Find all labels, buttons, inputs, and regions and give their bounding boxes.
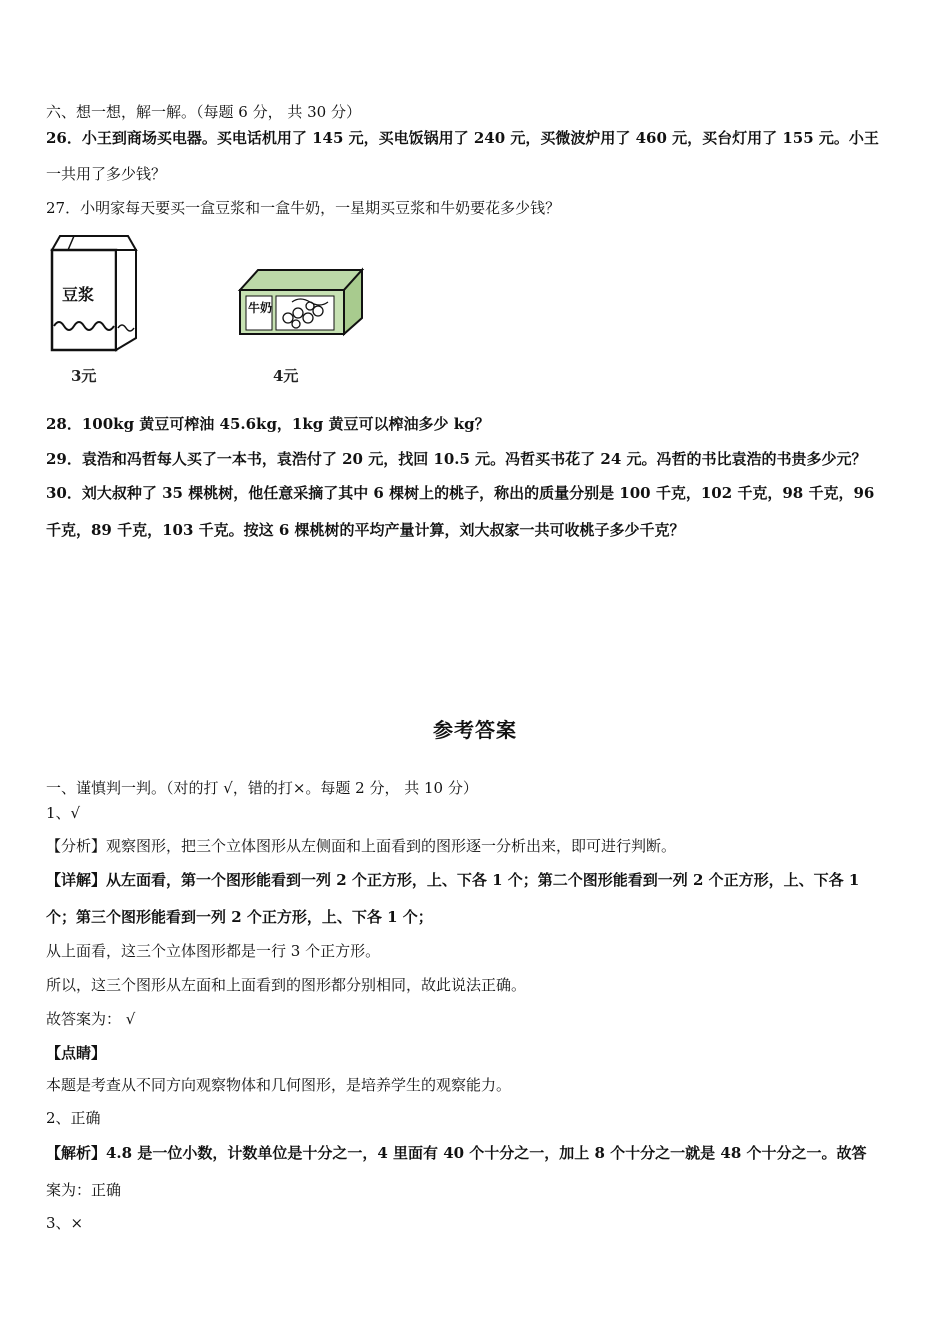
answer-1-detail-line2: 个；第三个图形能看到一列 2 个正方形，上、下各 1 个； <box>46 908 433 926</box>
question-28: 28．100kg 黄豆可榨油 45.6kg，1kg 黄豆可以榨油多少 kg？ <box>46 415 490 433</box>
answer-1: 1、√ <box>46 804 81 822</box>
answer-1-detail-line4: 所以，这三个图形从左面和上面看到的图形都分别相同，故此说法正确。 <box>46 976 527 994</box>
answer-1-tip-label: 【点睛】 <box>46 1044 107 1062</box>
question-27: 27．小明家每天要买一盒豆浆和一盒牛奶，一星期买豆浆和牛奶要花多少钱？ <box>46 199 561 217</box>
answer-3: 3、× <box>46 1214 84 1232</box>
answer-1-detail-line3: 从上面看，这三个立体图形都是一行 3 个正方形。 <box>46 942 381 960</box>
question-26-line1: 26．小王到商场买电器。买电话机用了 145 元，买电饭锅用了 240 元，买微波炉用了 460 元，买台灯用了 155 元。小王 <box>46 129 879 147</box>
answer-1-final: 故答案为： √ <box>46 1010 136 1028</box>
soymilk-carton-image <box>44 228 144 356</box>
answer-2-analysis-line2: 案为：正确 <box>46 1181 122 1199</box>
answer-2: 2、正确 <box>46 1109 101 1127</box>
answers-title: 参考答案 <box>433 718 517 742</box>
answer-1-analysis: 【分析】观察图形，把三个立体图形从左侧面和上面看到的图形逐一分析出来，即可进行判断。 <box>46 837 677 855</box>
question-30-line2: 千克，89 千克，103 千克。按这 6 棵桃树的平均产量计算，刘大叔家一共可收桃子多少千克？ <box>46 521 685 539</box>
question-29: 29．袁浩和冯哲每人买了一本书，袁浩付了 20 元，找回 10.5 元。冯哲买书花了 24 元。冯哲的书比袁浩的书贵多少元？ <box>46 450 867 468</box>
question-30-line1: 30．刘大叔种了 35 棵桃树，他任意采摘了其中 6 棵树上的桃子，称出的质量分别是 100 千克，102 千克，98 千克，96 <box>46 484 875 502</box>
answer-1-tip: 本题是考查从不同方向观察物体和几何图形，是培养学生的观察能力。 <box>46 1076 512 1094</box>
question-26-line2: 一共用了多少钱？ <box>46 165 167 183</box>
soymilk-price: 3元 <box>71 367 97 385</box>
milk-box-image <box>236 266 366 338</box>
milk-price: 4元 <box>273 367 299 385</box>
answer-2-analysis-line1: 【解析】4.8 是一位小数，计数单位是十分之一，4 里面有 40 个十分之一，加上 8 个十分之一就是 48 个十分之一。故答 <box>46 1144 867 1162</box>
section-heading: 六、想一想，解一解。（每题 6 分， 共 30 分） <box>46 103 361 121</box>
answer-1-detail-line1: 【详解】从左面看，第一个图形能看到一列 2 个正方形，上、下各 1 个；第二个图形能看到一列 2 个正方形，上、下各 1 <box>46 871 860 889</box>
soymilk-carton-label: 豆浆 <box>62 285 95 304</box>
answers-section1-heading: 一、谨慎判一判。（对的打 √，错的打×。每题 2 分， 共 10 分） <box>46 779 478 797</box>
milk-box-label: 牛奶 <box>248 301 273 315</box>
